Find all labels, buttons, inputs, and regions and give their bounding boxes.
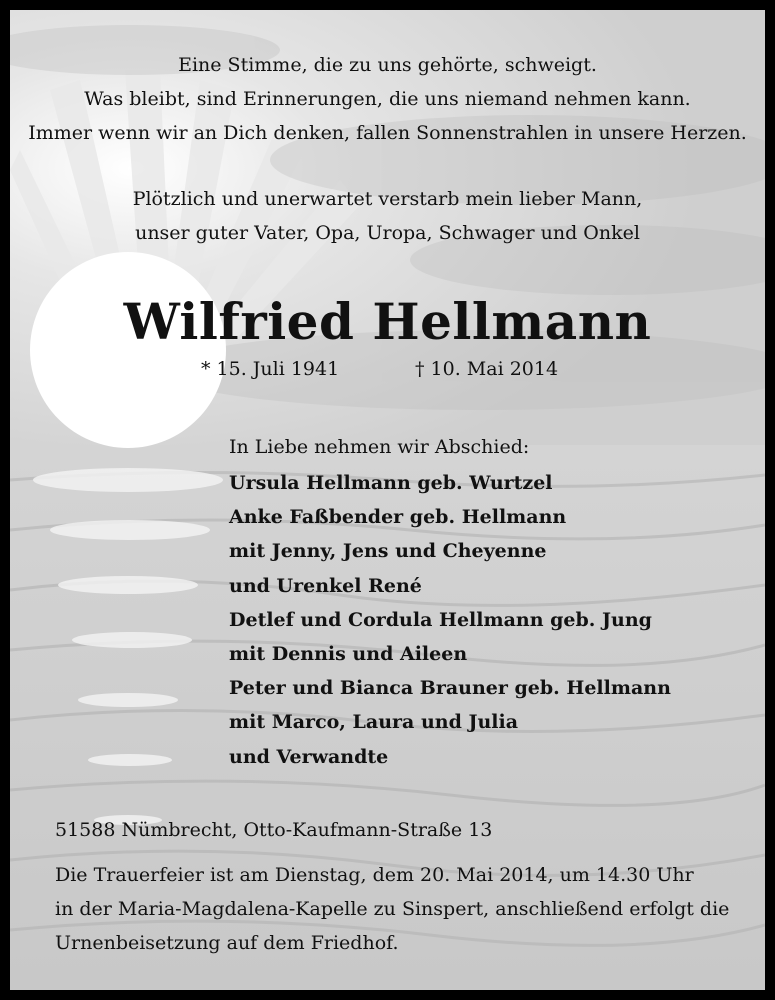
mourner-line: Ursula Hellmann geb. Wurtzel	[229, 472, 553, 494]
verse-line: Was bleibt, sind Erinnerungen, die uns niemand nehmen kann.	[84, 88, 691, 110]
verse-line: Immer wenn wir an Dich denken, fallen Sonnenstrahlen in unsere Herzen.	[28, 122, 747, 144]
death-announcement	[10, 182, 765, 250]
deceased-name: Wilfried Hellmann	[123, 292, 652, 351]
mourner-line: Detlef und Cordula Hellmann geb. Jung	[229, 608, 652, 631]
mourner-line: mit Dennis und Aileen	[229, 643, 468, 666]
birth-date: * 15. Juli 1941	[201, 358, 340, 380]
service-line: Urnenbeisetzung auf dem Friedhof.	[55, 932, 399, 954]
mourner-line: und Urenkel René	[229, 574, 422, 597]
family-address: 51588 Nümbrecht, Otto-Kaufmann-Straße 13	[55, 819, 493, 841]
death-date: † 10. Mai 2014	[415, 358, 559, 380]
announcement-line: unser guter Vater, Opa, Uropa, Schwager und Onkel	[135, 222, 640, 244]
service-line: in der Maria-Magdalena-Kapelle zu Sinspert, anschließend erfolgt die	[55, 898, 730, 920]
notice-content	[10, 10, 765, 990]
service-line: Die Trauerfeier ist am Dienstag, dem 20. Mai 2014, um 14.30 Uhr	[55, 864, 694, 886]
mourners-list	[229, 466, 671, 774]
memorial-verse	[10, 48, 765, 150]
mourner-line: mit Jenny, Jens und Cheyenne	[229, 540, 547, 563]
verse-line: Eine Stimme, die zu uns gehörte, schweigt.	[178, 54, 597, 76]
mourner-line: mit Marco, Laura und Julia	[229, 711, 519, 734]
farewell-heading: In Liebe nehmen wir Abschied:	[229, 436, 530, 458]
funeral-service-details	[55, 858, 729, 960]
announcement-line: Plötzlich und unerwartet verstarb mein lieber Mann,	[132, 188, 643, 210]
mourner-line: und Verwandte	[229, 745, 389, 768]
mourner-line: Anke Faßbender geb. Hellmann	[229, 506, 567, 529]
mourner-line: Peter und Bianca Brauner geb. Hellmann	[229, 677, 671, 700]
